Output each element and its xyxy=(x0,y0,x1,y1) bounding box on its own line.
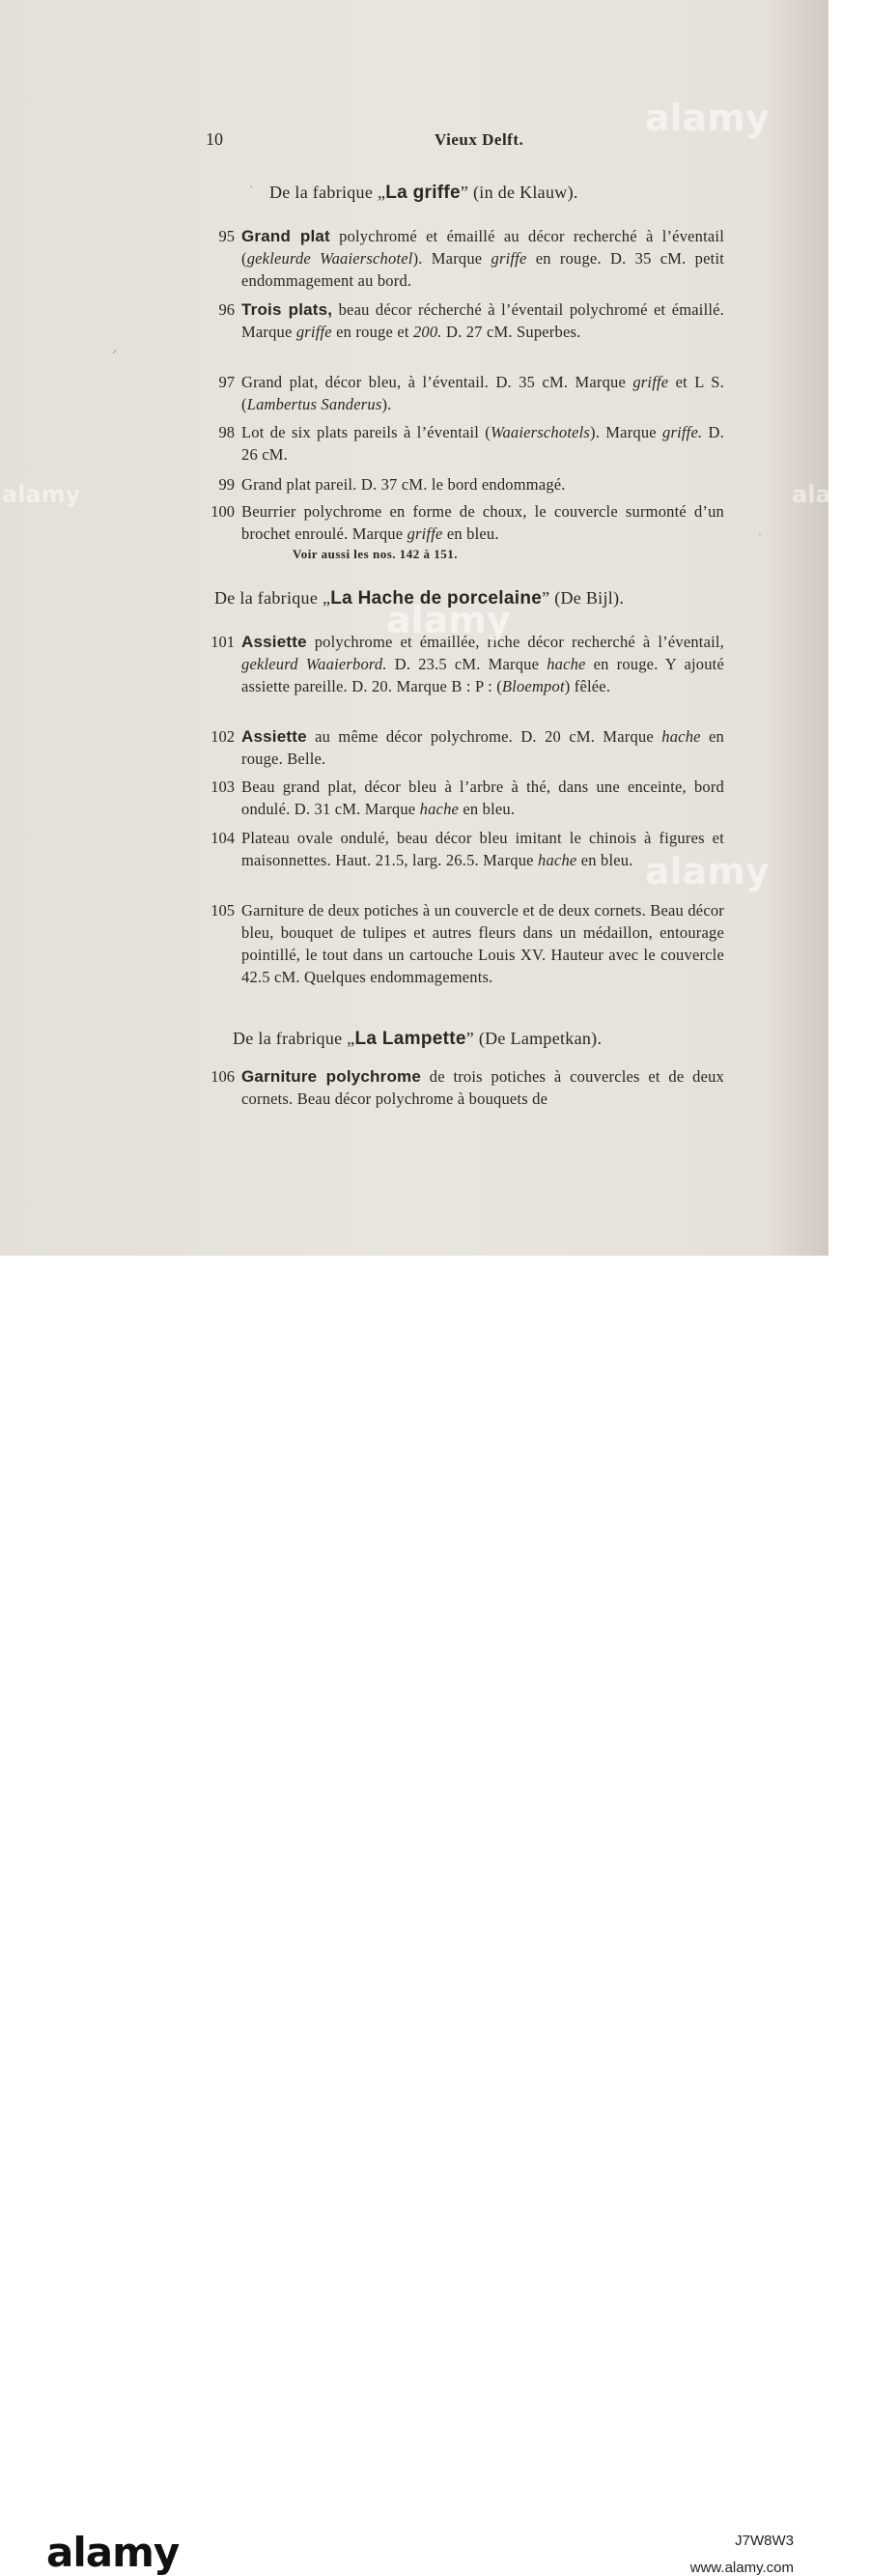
entry-text: Beau grand plat, décor bleu à l’arbre à thé, dans une enceinte, bord ondulé. D. 31 cM. Marque hache en bleu. xyxy=(241,778,724,818)
entry-number: 103 xyxy=(210,778,235,796)
entry-text: Assiette au même décor polychrome. D. 20 cM. Marque hache en rouge. Belle. xyxy=(241,727,724,768)
entry-text: Grand plat pareil. D. 37 cM. le bord endommagé. xyxy=(241,475,566,494)
watermark-logo: alamy xyxy=(645,97,770,139)
section-heading-lampette: De la frabrique „La Lampette” (De Lampetkan). xyxy=(233,1029,603,1049)
catalog-entry xyxy=(198,421,724,466)
watermark-logo: alamy xyxy=(792,481,870,508)
stock-footer xyxy=(0,1256,828,2576)
entry-text: Beurrier polychrome en forme de choux, le couvercle surmonté d’un brochet enroulé. Marque griffe en bleu. xyxy=(241,502,724,543)
catalog-entry xyxy=(198,725,724,770)
page-number: 10 xyxy=(206,129,223,149)
entry-text: Garniture de deux potiches à un couvercle et de deux cornets. Beau décor bleu, bouquet de tulipes et autres fleurs dans un médaillon, entourage pointillé, le tout dans un cartouche Louis XV. Hauteur avec le couvercle 42.5 cM. Quelques endommagements. xyxy=(241,901,724,986)
entry-number: 106 xyxy=(210,1067,235,1086)
entry-number: 95 xyxy=(218,227,235,245)
entry-text: Trois plats, beau décor récherché à l’éventail polychromé et émaillé. Marque griffe en rouge et 200. D. 27 cM. Superbes. xyxy=(241,300,724,341)
entry-number: 102 xyxy=(210,727,235,746)
stray-mark: · xyxy=(249,180,253,193)
cross-reference-note: Voir aussi les nos. 142 à 151. xyxy=(293,547,459,561)
running-head: Vieux Delft. xyxy=(435,130,524,149)
catalog-entry xyxy=(198,776,724,820)
entry-number: 96 xyxy=(218,300,235,319)
entry-text: Lot de six plats pareils à l’éventail (Waaierschotels). Marque griffe. D. 26 cM. xyxy=(241,423,724,464)
section-name: La Hache de porcelaine xyxy=(330,588,543,609)
catalog-entry xyxy=(198,473,724,495)
catalog-entry xyxy=(198,899,724,988)
catalog-entry xyxy=(198,1065,724,1110)
entry-number: 98 xyxy=(218,423,235,441)
stray-mark: · xyxy=(758,527,762,541)
watermark-logo: alamy xyxy=(645,850,770,892)
stray-mark: ⸝ xyxy=(112,342,119,355)
entry-number: 104 xyxy=(210,829,235,847)
entry-number: 100 xyxy=(210,502,235,521)
section-heading-griffe: De la fabrique „La griffe” (in de Klauw). xyxy=(269,183,578,203)
catalog-entry xyxy=(198,298,724,343)
entry-text: Grand plat polychromé et émaillé au décor recherché à l’éventail (gekleurde Waaierschotel). Marque griffe en rouge. D. 35 cM. petit endommagement au bord. xyxy=(241,227,725,290)
entry-text: Assiette polychrome et émaillée, riche décor recherché à l’éventail, gekleurd Waaierbord. D. 23.5 cM. Marque hache en rouge. Y ajouté assiette pareille. D. 20. Marque B : P : (Bloempot) fêlée. xyxy=(241,633,724,695)
entry-number: 101 xyxy=(210,633,235,651)
alamy-logo: alamy xyxy=(46,2529,180,2576)
section-heading-hache: De la fabrique „La Hache de porcelaine” (De Bijl). xyxy=(214,588,625,609)
entry-number: 99 xyxy=(218,475,235,494)
entry-text: Plateau ovale ondulé, beau décor bleu imitant le chinois à figures et maisonnettes. Haut. 21.5, larg. 26.5. Marque hache en bleu. xyxy=(241,829,724,869)
entry-number: 97 xyxy=(218,373,235,391)
watermark-logo: alamy xyxy=(2,481,81,508)
section-name: La Lampette xyxy=(354,1029,466,1049)
entry-number: 105 xyxy=(210,901,235,920)
image-id: J7W8W3 xyxy=(735,2533,794,2549)
catalog-entry xyxy=(198,371,724,415)
section-name: La griffe xyxy=(385,183,461,203)
catalog-entry xyxy=(198,225,724,292)
entry-text: Grand plat, décor bleu, à l’éventail. D. 35 cM. Marque griffe et L S. (Lambertus Sanderus). xyxy=(241,373,724,413)
entry-text: Garniture polychrome de trois potiches à couvercles et de deux cornets. Beau décor polychrome à bouquets de xyxy=(241,1067,724,1108)
stock-url: www.alamy.com xyxy=(689,2560,794,2576)
scanned-page xyxy=(0,0,870,1256)
watermark-logo: alamy xyxy=(386,599,511,641)
catalog-entry xyxy=(198,500,724,545)
